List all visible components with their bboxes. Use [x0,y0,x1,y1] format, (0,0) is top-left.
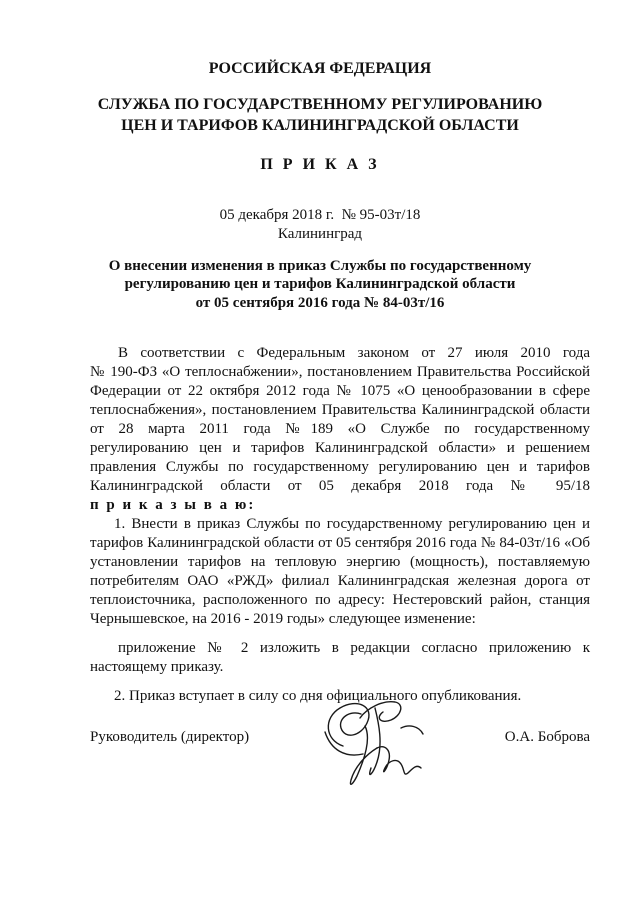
preamble-line: от 28 марта 2011 года №189 «О Службе по государственному [90,421,590,437]
preamble-line: Федерации от 22 октября 2012 года № 1075 «О ценообразовании в сфере [90,383,590,399]
change-line: приложение № 2 изложить в редакции согласно приложению к [118,640,590,656]
item1-line: теплоисточника, расположенного по адресу: Нестеровский район, станция [90,592,590,608]
document-type: П Р И К А З [260,156,380,173]
preamble-line: регулированию цен и тарифов Калининградской области» и решением [90,440,590,456]
preamble-line: Калининградской области от 05 декабря 2018 года № 95/18 [90,478,590,494]
signatory-position: Руководитель (директор) [90,729,250,745]
country-heading: РОССИЙСКАЯ ФЕДЕРАЦИЯ [208,60,432,77]
item1-line: Чернышевское, на 2016 - 2019 годы» следующее изменение: [90,611,476,627]
agency-heading-line1: СЛУЖБА ПО ГОСУДАРСТВЕННОМУ РЕГУЛИРОВАНИЮ [97,96,543,113]
preamble-line: правления Службы по государственному регулированию цен и тарифов [90,459,590,475]
preamble-line: № 190-ФЗ «О теплоснабжении», постановлением Правительства Российской [90,364,590,380]
item1-line: тарифов Калининградской области от 05 сентября 2016 года № 84-03т/16 «Об [90,535,590,551]
change-line: настоящему приказу. [90,659,224,675]
agency-heading-line2: ЦЕН И ТАРИФОВ КАЛИНИНГРАДСКОЙ ОБЛАСТИ [121,117,519,134]
signatory-name: О.А. Боброва [504,729,590,745]
item1-line: 1. Внести в приказ Службы по государственному регулированию цен и [114,516,590,532]
subject-line1: О внесении изменения в приказ Службы по государственному [108,258,532,274]
date-and-number: 05 декабря 2018 г. № 95-03т/18 [219,207,421,223]
handwritten-signature [305,688,445,798]
item1-line: установлении тарифов на тепловую энергию (мощность), поставляемую [90,554,590,570]
subject-line2: регулированию цен и тарифов Калининградской области [124,276,516,292]
preamble-line: теплоснабжения», постановлением Правительства Калининградской области [90,402,590,418]
subject-line3: от 05 сентября 2016 года № 84-03т/16 [195,295,445,311]
item1-line: потребителям ОАО «РЖД» филиал Калининградская железная дорога от [90,573,590,589]
city: Калининград [277,226,363,242]
order-word: п р и к а з ы в а ю: [90,497,256,513]
preamble-line: В соответствии с Федеральным законом от 27 июля 2010 года [118,345,590,361]
item2-text: 2. Приказ вступает в силу со дня официального опубликования. [114,688,522,704]
